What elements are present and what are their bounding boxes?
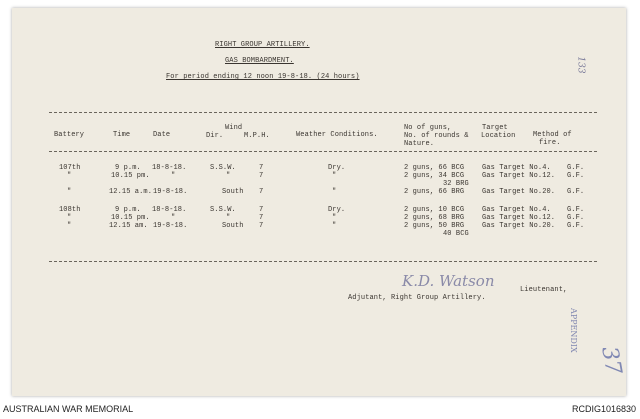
col-target-2: Location bbox=[481, 132, 516, 140]
cell-guns: 32 BRG bbox=[443, 180, 469, 188]
cell-mph: 7 bbox=[259, 164, 264, 172]
cell-guns: 2 guns, 66 BRG bbox=[404, 188, 465, 196]
cell-date: 19-8-18. bbox=[153, 188, 188, 196]
signatory-rank: Lieutenant, bbox=[520, 286, 568, 294]
footer-reference-id: RCDIG1016830 bbox=[571, 404, 636, 414]
margin-note: 133 bbox=[575, 56, 586, 74]
cell-method: G.F. bbox=[567, 172, 585, 180]
cell-weather: Dry. bbox=[328, 164, 346, 172]
cell-time: 10.15 pm. bbox=[111, 172, 150, 180]
col-dir: Dir. bbox=[206, 132, 224, 140]
cell-target: Gas Target No.12. bbox=[482, 214, 556, 222]
reporting-period: For period ending 12 noon 19-8-18. (24 hours) bbox=[166, 73, 360, 81]
cell-guns: 2 guns, 34 BCG bbox=[404, 172, 465, 180]
cell-method: G.F. bbox=[567, 214, 585, 222]
cell-battery: 108th bbox=[59, 206, 81, 214]
col-battery: Battery bbox=[54, 131, 85, 139]
cell-guns: 40 BCG bbox=[443, 230, 469, 238]
cell-mph: 7 bbox=[259, 222, 264, 230]
col-weather: Weather Conditions. bbox=[296, 131, 378, 139]
cell-dir: South bbox=[222, 222, 244, 230]
cell-mph: 7 bbox=[259, 206, 264, 214]
handwritten-signature: K.D. Watson bbox=[402, 272, 495, 290]
document-title: RIGHT GROUP ARTILLERY. bbox=[215, 41, 310, 49]
header-rule bbox=[49, 151, 597, 152]
cell-target: Gas Target No.4. bbox=[482, 164, 551, 172]
cell-date: 18-8-18. bbox=[152, 164, 187, 172]
cell-weather: Dry. bbox=[328, 206, 346, 214]
col-guns-2: No. of rounds & bbox=[404, 132, 469, 140]
cell-mph: 7 bbox=[259, 214, 264, 222]
col-time: Time bbox=[113, 131, 131, 139]
cell-time: 9 p.m. bbox=[115, 206, 141, 214]
cell-time: 12.15 a.m. bbox=[109, 188, 153, 196]
cell-dir: " bbox=[226, 214, 231, 222]
cell-dir: " bbox=[226, 172, 231, 180]
cell-dir: S.S.W. bbox=[210, 164, 236, 172]
cell-guns: 2 guns, 10 BCG bbox=[404, 206, 465, 214]
cell-time: 9 p.m. bbox=[115, 164, 141, 172]
cell-guns: 2 guns, 66 BCG bbox=[404, 164, 465, 172]
cell-method: G.F. bbox=[567, 222, 585, 230]
cell-target: Gas Target No.20. bbox=[482, 188, 556, 196]
cell-date: 19-8-18. bbox=[153, 222, 188, 230]
cell-target: Gas Target No.12. bbox=[482, 172, 556, 180]
cell-mph: 7 bbox=[259, 172, 264, 180]
cell-date: " bbox=[171, 214, 176, 222]
cell-weather: " bbox=[332, 214, 337, 222]
document-sheet bbox=[12, 8, 626, 396]
cell-method: G.F. bbox=[567, 188, 585, 196]
cell-weather: " bbox=[332, 172, 337, 180]
cell-battery: " bbox=[67, 222, 72, 230]
appendix-number: 37 bbox=[596, 344, 626, 377]
table-top-rule bbox=[49, 112, 597, 113]
col-method-2: fire. bbox=[539, 139, 561, 147]
table-bottom-rule bbox=[49, 261, 597, 262]
col-guns-1: No of guns, bbox=[404, 124, 452, 132]
col-wind: Wind bbox=[225, 124, 243, 132]
cell-dir: S.S.W. bbox=[210, 206, 236, 214]
cell-battery: " bbox=[67, 214, 72, 222]
cell-weather: " bbox=[332, 188, 337, 196]
cell-mph: 7 bbox=[259, 188, 264, 196]
cell-target: Gas Target No.4. bbox=[482, 206, 551, 214]
cell-battery: " bbox=[67, 188, 72, 196]
cell-method: G.F. bbox=[567, 164, 585, 172]
col-guns-3: Nature. bbox=[404, 140, 435, 148]
document-subtitle: GAS BOMBARDMENT. bbox=[225, 57, 294, 65]
cell-guns: 2 guns, 68 BRG bbox=[404, 214, 465, 222]
cell-battery: " bbox=[67, 172, 72, 180]
cell-weather: " bbox=[332, 222, 337, 230]
cell-date: " bbox=[171, 172, 176, 180]
col-mph: M.P.H. bbox=[244, 132, 270, 140]
footer-archive-name: AUSTRALIAN WAR MEMORIAL bbox=[3, 404, 134, 414]
cell-dir: South bbox=[222, 188, 244, 196]
col-method-1: Method of bbox=[533, 131, 572, 139]
cell-time: 10.15 pm. bbox=[111, 214, 150, 222]
cell-battery: 107th bbox=[59, 164, 81, 172]
signatory-role: Adjutant, Right Group Artillery. bbox=[348, 294, 486, 302]
cell-time: 12.15 am. bbox=[109, 222, 148, 230]
cell-date: 18-8-18. bbox=[152, 206, 187, 214]
appendix-stamp: APPENDIX bbox=[569, 308, 578, 353]
cell-target: Gas Target No.20. bbox=[482, 222, 556, 230]
cell-guns: 2 guns, 50 BRG bbox=[404, 222, 465, 230]
col-date: Date bbox=[153, 131, 171, 139]
cell-method: G.F. bbox=[567, 206, 585, 214]
col-target-1: Target bbox=[482, 124, 508, 132]
